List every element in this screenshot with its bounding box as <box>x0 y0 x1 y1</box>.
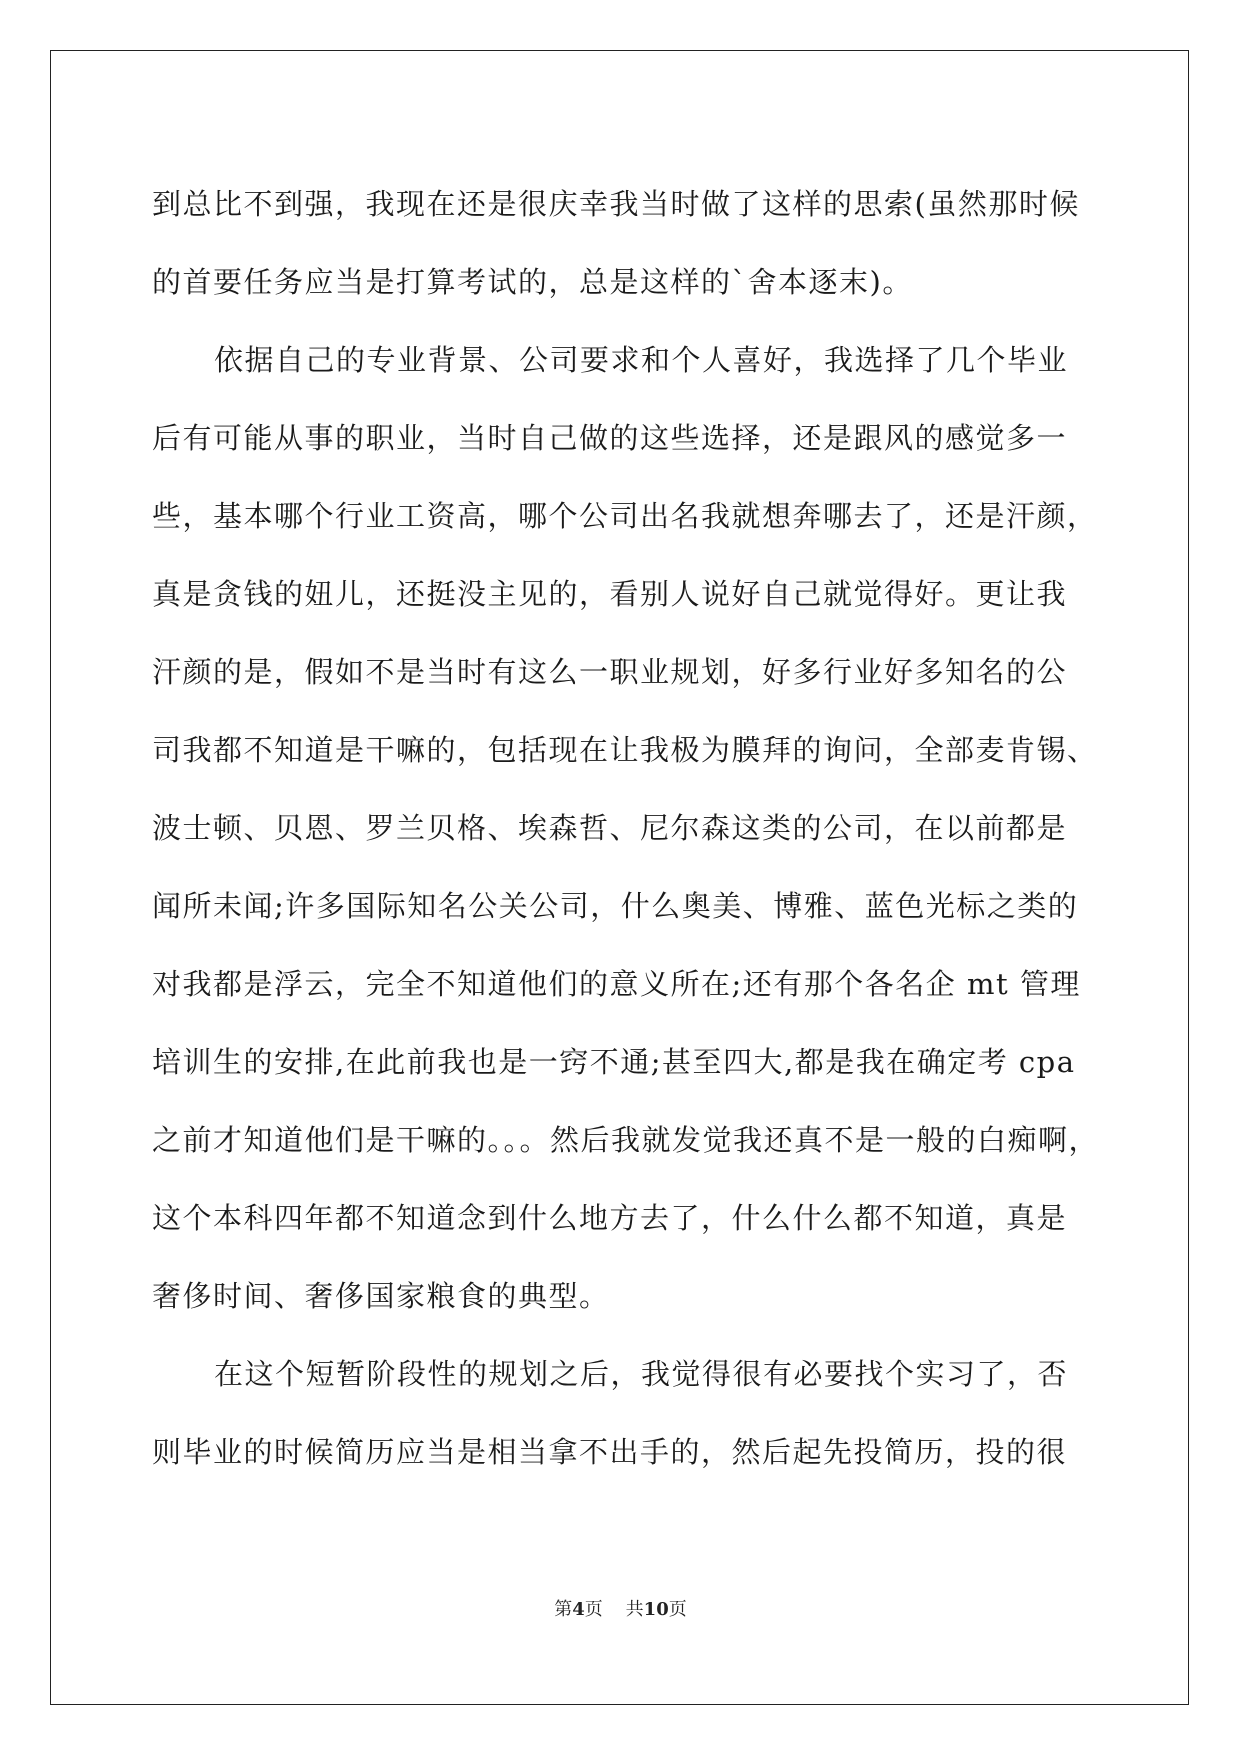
text-line: 司我都不知道是干嘛的，包括现在让我极为膜拜的询问，全部麦肯锡、 <box>152 733 1098 767</box>
total-page-count: 10 <box>643 1599 669 1620</box>
page-prefix: 第 <box>554 1599 573 1620</box>
current-page-number: 4 <box>572 1599 585 1620</box>
text-line: 波士顿、贝恩、罗兰贝格、埃森哲、尼尔森这类的公司，在以前都是 <box>152 811 1068 845</box>
total-suffix: 页 <box>668 1599 687 1620</box>
text-line: 则毕业的时候简历应当是相当拿不出手的，然后起先投简历，投的很 <box>152 1435 1068 1469</box>
paragraph-2 <box>152 321 1100 1335</box>
text-line: 依据自己的专业背景、公司要求和个人喜好，我选择了几个毕业 <box>214 343 1069 377</box>
text-line: 对我都是浮云，完全不知道他们的意义所在;还有那个各名企 mt 管理 <box>152 967 1081 1001</box>
page-suffix: 页 <box>584 1599 603 1620</box>
text-line: 之前才知道他们是干嘛的。。。然后我就发觉我还真不是一般的白痴啊， <box>152 1123 1100 1157</box>
page-footer <box>0 1598 1241 1622</box>
total-prefix: 共 <box>625 1599 644 1620</box>
text-line: 闻所未闻;许多国际知名公关公司，什么奥美、博雅、蓝色光标之类的 <box>152 889 1079 923</box>
text-line: 真是贪钱的妞儿，还挺没主见的，看别人说好自己就觉得好。更让我 <box>152 577 1068 611</box>
document-body <box>152 165 1100 1491</box>
text-line: 在这个短暂阶段性的规划之后，我觉得很有必要找个实习了，否 <box>214 1357 1069 1391</box>
text-line: 后有可能从事的职业，当时自己做的这些选择，还是跟风的感觉多一 <box>152 421 1068 455</box>
text-line: 汗颜的是，假如不是当时有这么一职业规划，好多行业好多知名的公 <box>152 655 1068 689</box>
paragraph-3 <box>152 1335 1092 1491</box>
text-line: 些，基本哪个行业工资高，哪个公司出名我就想奔哪去了，还是汗颜， <box>152 499 1098 533</box>
text-line: 到总比不到强，我现在还是很庆幸我当时做了这样的思索(虽然那时候 <box>152 187 1080 221</box>
paragraph-1 <box>152 165 1092 321</box>
text-line: 培训生的安排,在此前我也是一窍不通;甚至四大,都是我在确定考 cpa <box>152 1045 1076 1079</box>
text-line: 的首要任务应当是打算考试的，总是这样的`舍本逐末)。 <box>152 265 913 299</box>
text-line: 这个本科四年都不知道念到什么地方去了，什么什么都不知道，真是 <box>152 1201 1068 1235</box>
text-line: 奢侈时间、奢侈国家粮食的典型。 <box>152 1279 610 1313</box>
